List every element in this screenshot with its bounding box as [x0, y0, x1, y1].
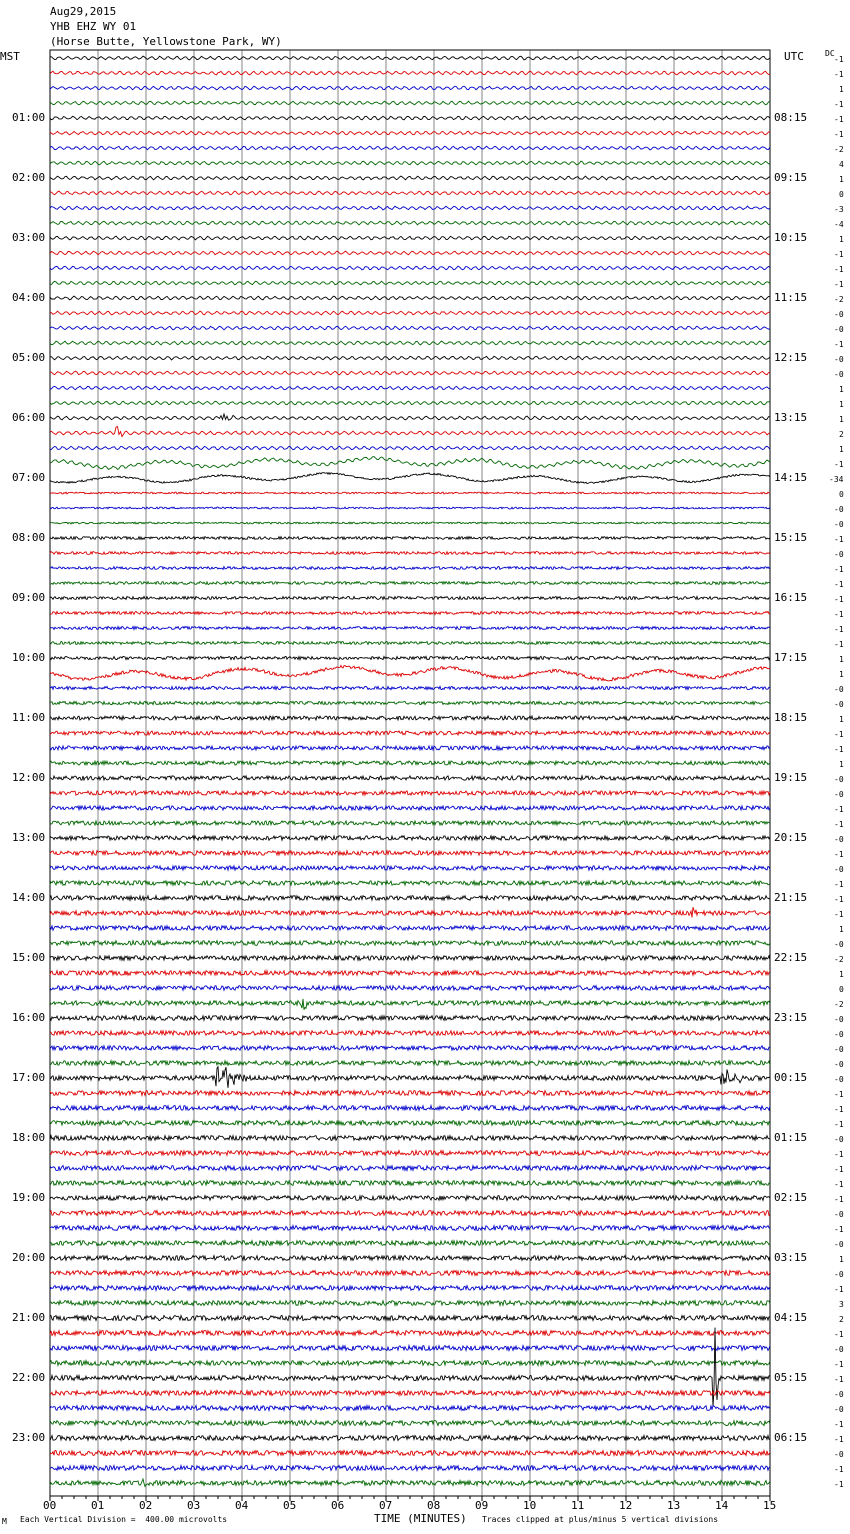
x-tick-label: 05: [283, 1499, 297, 1512]
seismic-trace: [50, 1181, 770, 1186]
dc-offset-value: 2: [839, 1315, 844, 1324]
dc-offset-value: 4: [839, 160, 844, 169]
seismic-trace: [50, 161, 770, 165]
seismic-trace: [50, 236, 770, 240]
hour-label-left: 21:00: [12, 1311, 46, 1324]
dc-offset-value: -2: [834, 295, 844, 304]
hour-label-right: 09:15: [774, 171, 808, 184]
dc-offset-value: 1: [839, 85, 844, 94]
hour-label-left: 11:00: [12, 711, 46, 724]
dc-offset-value: -1: [834, 1150, 844, 1159]
dc-offset-value: -0: [834, 1045, 844, 1054]
seismic-trace: [50, 1346, 770, 1351]
seismic-trace: [50, 642, 770, 645]
hour-label-right: 17:15: [774, 651, 808, 664]
seismic-trace: [50, 401, 770, 405]
hour-label-left: 20:00: [12, 1251, 46, 1264]
hour-label-right: 20:15: [774, 831, 808, 844]
dc-offset-value: -1: [834, 70, 844, 79]
dc-offset-value: -1: [834, 250, 844, 259]
dc-offset-value: -1: [834, 1180, 844, 1189]
dc-offset-value: -1: [834, 265, 844, 274]
hour-label-right: 19:15: [774, 771, 808, 784]
seismic-trace: [50, 761, 770, 765]
seismic-trace: [50, 1166, 770, 1171]
dc-offset-value: -1: [834, 1420, 844, 1429]
hour-label-right: 00:15: [774, 1071, 808, 1084]
dc-offset-value: 1: [839, 385, 844, 394]
hour-label-right: 04:15: [774, 1311, 808, 1324]
seismic-trace: [50, 1256, 770, 1261]
dc-offset-value: -0: [834, 355, 844, 364]
seismic-trace: [50, 427, 770, 437]
hour-label-left: 02:00: [12, 171, 46, 184]
seismic-trace: [50, 1406, 770, 1411]
dc-offset-value: -34: [829, 475, 844, 484]
dc-offset-value: -4: [834, 220, 844, 229]
dc-offset-value: -0: [834, 940, 844, 949]
dc-offset-value: -0: [834, 1450, 844, 1459]
hour-label-left: 08:00: [12, 531, 46, 544]
x-tick-label: 07: [379, 1499, 393, 1512]
hour-label-left: 01:00: [12, 111, 46, 124]
dc-offset-value: -1: [834, 730, 844, 739]
seismic-trace: [50, 1241, 770, 1246]
dc-offset-value: -0: [834, 325, 844, 334]
hour-label-right: 16:15: [774, 591, 808, 604]
x-axis: [50, 1496, 770, 1501]
dc-offset-value: -0: [834, 1075, 844, 1084]
seismic-trace: [50, 806, 770, 810]
seismic-trace: [50, 597, 770, 600]
seismic-trace: [50, 1301, 770, 1306]
x-tick-label: 09: [475, 1499, 489, 1512]
dc-offset-value: 1: [839, 760, 844, 769]
seismic-trace: [50, 686, 770, 689]
seismic-trace: [50, 522, 770, 524]
seismic-trace: [50, 656, 770, 659]
seismic-trace: [50, 612, 770, 615]
hour-label-right: 05:15: [774, 1371, 808, 1384]
dc-offset-value: -0: [834, 1030, 844, 1039]
scale-note: Each Vertical Division = 400.00 microvolts: [20, 1515, 228, 1524]
seismic-trace: [50, 1391, 770, 1396]
dc-offset-value: -3: [834, 205, 844, 214]
seismic-trace: [50, 296, 770, 300]
seismic-trace: [50, 146, 770, 150]
x-tick-label: 12: [619, 1499, 633, 1512]
dc-offset-value: -0: [834, 370, 844, 379]
seismic-trace: [50, 1479, 770, 1486]
hour-label-left: 23:00: [12, 1431, 46, 1444]
dc-offset-value: -0: [834, 520, 844, 529]
dc-offset-value: -0: [834, 1240, 844, 1249]
x-tick-label: 00: [43, 1499, 57, 1512]
x-tick-label: 03: [187, 1499, 201, 1512]
dc-offset-value: -0: [834, 1135, 844, 1144]
dc-offset-value: -1: [834, 1330, 844, 1339]
seismic-trace: [50, 776, 770, 780]
seismic-trace: [50, 731, 770, 735]
dc-offset-value: -1: [834, 340, 844, 349]
dc-offset-value: -1: [834, 910, 844, 919]
seismic-trace: [50, 1286, 770, 1291]
trace-group: [50, 56, 770, 1486]
dc-offset-value: -0: [834, 775, 844, 784]
hour-label-left: 12:00: [12, 771, 46, 784]
seismic-trace: [50, 281, 770, 285]
seismic-trace: [50, 716, 770, 720]
dc-offset-value: -1: [834, 1105, 844, 1114]
dc-offset-value: 1: [839, 175, 844, 184]
seismic-trace: [50, 131, 770, 135]
seismic-trace: [50, 1151, 770, 1156]
dc-offset-value: -2: [834, 955, 844, 964]
dc-offset-value: 1: [839, 670, 844, 679]
dc-offset-value: 1: [839, 235, 844, 244]
header-date: Aug29,2015: [50, 5, 117, 18]
seismic-trace: [50, 101, 770, 105]
x-tick-label: 14: [715, 1499, 729, 1512]
hour-label-left: 05:00: [12, 351, 46, 364]
dc-offset-value: -2: [834, 1000, 844, 1009]
x-tick-label: 04: [235, 1499, 249, 1512]
seismic-trace: [50, 791, 770, 795]
seismic-trace: [50, 1046, 770, 1051]
x-tick-label: 08: [427, 1499, 441, 1512]
seismic-trace: [50, 356, 770, 360]
seismic-trace: [50, 821, 770, 825]
seismic-trace: [50, 1226, 770, 1231]
hour-label-right: 06:15: [774, 1431, 808, 1444]
x-tick-label: 01: [91, 1499, 105, 1512]
seismic-trace: [50, 311, 770, 315]
dc-offset-value: -1: [834, 100, 844, 109]
seismic-trace: [50, 665, 770, 681]
hour-label-right: 23:15: [774, 1011, 808, 1024]
seismic-trace: [50, 371, 770, 375]
hour-label-left: 16:00: [12, 1011, 46, 1024]
dc-offset-value: -0: [834, 1390, 844, 1399]
seismic-trace: [50, 1067, 770, 1088]
hour-label-right: 11:15: [774, 291, 808, 304]
dc-offset-value: -1: [834, 535, 844, 544]
dc-offset-value: -0: [834, 685, 844, 694]
seismic-trace: [50, 221, 770, 225]
dc-offset-value: -0: [834, 505, 844, 514]
dc-offset-value: -0: [834, 865, 844, 874]
dc-offset-value: -1: [834, 1225, 844, 1234]
dc-offset-value: -0: [834, 1210, 844, 1219]
dc-offset-value: -0: [834, 790, 844, 799]
hour-label-right: 02:15: [774, 1191, 808, 1204]
dc-offset-value: -1: [834, 1435, 844, 1444]
dc-offset-value: -0: [834, 1060, 844, 1069]
hour-label-right: 21:15: [774, 891, 808, 904]
dc-offset-value: -1: [834, 745, 844, 754]
hour-label-right: 03:15: [774, 1251, 808, 1264]
hour-label-left: 04:00: [12, 291, 46, 304]
seismic-trace: [50, 881, 770, 885]
dc-offset-value: -1: [834, 580, 844, 589]
clip-note: Traces clipped at plus/minus 5 vertical divisions: [482, 1515, 719, 1524]
seismic-trace: [50, 176, 770, 180]
dc-offset-value: 0: [839, 190, 844, 199]
hour-label-left: 03:00: [12, 231, 46, 244]
seismic-trace: [50, 701, 770, 704]
dc-offset-value: -1: [834, 115, 844, 124]
hour-label-left: 17:00: [12, 1071, 46, 1084]
seismic-trace: [50, 627, 770, 630]
dc-offset-value: -1: [834, 820, 844, 829]
dc-offset-value: -1: [834, 565, 844, 574]
hour-label-left: 10:00: [12, 651, 46, 664]
dc-offset-value: 1: [839, 1255, 844, 1264]
seismic-trace: [50, 537, 770, 540]
seismic-trace: [50, 1061, 770, 1066]
dc-offset-value: 0: [839, 490, 844, 499]
seismic-trace: [50, 1016, 770, 1021]
hour-label-right: 01:15: [774, 1131, 808, 1144]
right-timezone-label: UTC: [784, 50, 804, 63]
hour-label-left: 06:00: [12, 411, 46, 424]
seismic-trace: [50, 457, 770, 470]
dc-offset-value: 3: [839, 1300, 844, 1309]
dc-offset-value: -2: [834, 145, 844, 154]
seismic-trace: [50, 907, 770, 917]
seismic-trace: [50, 492, 770, 494]
left-timezone-label: MST: [0, 50, 20, 63]
dc-offset-value: -1: [834, 130, 844, 139]
dc-offset-value: -0: [834, 1345, 844, 1354]
seismic-trace: [50, 473, 770, 484]
dc-offset-value: -0: [834, 1015, 844, 1024]
seismic-trace: [50, 507, 770, 509]
seismic-trace: [50, 1121, 770, 1126]
dc-offset-value: -1: [834, 895, 844, 904]
hour-label-left: 14:00: [12, 891, 46, 904]
seismic-trace: [50, 941, 770, 946]
hour-label-right: 22:15: [774, 951, 808, 964]
dc-label: DC: [825, 49, 835, 58]
seismic-trace: [50, 414, 770, 420]
dc-offset-value: -0: [834, 700, 844, 709]
dc-offset-value: 1: [839, 415, 844, 424]
seismic-trace: [50, 1466, 770, 1471]
dc-offset-value: 1: [839, 400, 844, 409]
dc-offset-value: 1: [839, 970, 844, 979]
dc-offset-value: 1: [839, 925, 844, 934]
hour-label-right: 13:15: [774, 411, 808, 424]
seismic-trace: [50, 836, 770, 840]
seismic-trace: [50, 851, 770, 855]
x-tick-label: 06: [331, 1499, 345, 1512]
x-tick-label: 13: [667, 1499, 681, 1512]
seismic-trace: [50, 386, 770, 390]
dc-offset-value: -0: [834, 310, 844, 319]
seismic-trace: [50, 896, 770, 901]
dc-offset-value: -1: [834, 640, 844, 649]
dc-offset-value: -1: [834, 1480, 844, 1489]
seismic-trace: [50, 71, 770, 75]
seismic-trace: [50, 56, 770, 60]
seismic-trace: [50, 552, 770, 555]
dc-offset-value: -0: [834, 1270, 844, 1279]
hour-label-right: 15:15: [774, 531, 808, 544]
corner-mark: M: [2, 1517, 7, 1526]
hour-label-left: 22:00: [12, 1371, 46, 1384]
dc-offset-value: -1: [834, 460, 844, 469]
hour-label-right: 14:15: [774, 471, 808, 484]
dc-offset-value: -1: [834, 625, 844, 634]
dc-offset-value: -1: [834, 610, 844, 619]
seismic-trace: [50, 266, 770, 270]
x-tick-label: 15: [763, 1499, 777, 1512]
dc-offset-value: -0: [834, 1405, 844, 1414]
seismic-trace: [50, 1091, 770, 1096]
header-station: YHB EHZ WY 01: [50, 20, 137, 33]
dc-offset-value: 1: [839, 715, 844, 724]
seismic-trace: [50, 116, 770, 120]
x-tick-label: 11: [571, 1499, 585, 1512]
x-tick-label: 02: [139, 1499, 153, 1512]
seismic-trace: [50, 251, 770, 255]
seismic-trace: [50, 986, 770, 991]
seismic-trace: [50, 1316, 770, 1321]
dc-offset-value: -1: [834, 1165, 844, 1174]
dc-offset-value: -1: [834, 1375, 844, 1384]
dc-offset-value: -1: [834, 805, 844, 814]
seismic-trace: [50, 1196, 770, 1201]
seismic-trace: [50, 1211, 770, 1216]
seismic-trace: [50, 1361, 770, 1366]
seismic-trace: [50, 86, 770, 90]
hour-label-left: 15:00: [12, 951, 46, 964]
dc-offset-value: 0: [839, 985, 844, 994]
seismic-trace: [50, 1031, 770, 1036]
dc-offset-value: -1: [834, 595, 844, 604]
seismic-trace: [50, 971, 770, 976]
seismic-trace: [50, 1421, 770, 1426]
seismic-trace: [50, 206, 770, 210]
seismic-trace: [50, 956, 770, 961]
dc-offset-value: -1: [834, 55, 844, 64]
dc-offset-value: -0: [834, 835, 844, 844]
dc-offset-value: 2: [839, 430, 844, 439]
dc-offset-value: -1: [834, 1195, 844, 1204]
hour-label-right: 08:15: [774, 111, 808, 124]
seismic-trace: [50, 999, 770, 1010]
dc-offset-value: -1: [834, 880, 844, 889]
dc-offset-value: -1: [834, 280, 844, 289]
dc-offset-value: -1: [834, 1090, 844, 1099]
hour-label-left: 19:00: [12, 1191, 46, 1204]
seismic-trace: [50, 1271, 770, 1276]
seismic-trace: [50, 1136, 770, 1141]
dc-offset-value: -1: [834, 1120, 844, 1129]
x-tick-label: 10: [523, 1499, 537, 1512]
seismic-trace: [50, 341, 770, 345]
seismic-trace: [50, 567, 770, 570]
hour-label-left: 13:00: [12, 831, 46, 844]
dc-offset-value: 1: [839, 655, 844, 664]
seismic-trace: [50, 582, 770, 585]
seismic-trace: [50, 1436, 770, 1441]
seismic-trace: [50, 446, 770, 450]
dc-offset-value: -1: [834, 1465, 844, 1474]
seismic-trace: [50, 326, 770, 330]
dc-offset-value: -0: [834, 550, 844, 559]
hour-label-right: 12:15: [774, 351, 808, 364]
x-axis-title: TIME (MINUTES): [374, 1512, 467, 1525]
hour-label-left: 07:00: [12, 471, 46, 484]
hour-label-right: 18:15: [774, 711, 808, 724]
dc-offset-value: -1: [834, 850, 844, 859]
hour-label-right: 10:15: [774, 231, 808, 244]
seismic-trace: [50, 1106, 770, 1111]
hour-label-left: 18:00: [12, 1131, 46, 1144]
seismic-trace: [50, 191, 770, 195]
seismic-trace: [50, 746, 770, 750]
seismic-trace: [50, 926, 770, 931]
seismic-trace: [50, 1451, 770, 1456]
hour-label-left: 09:00: [12, 591, 46, 604]
dc-offset-value: -1: [834, 1285, 844, 1294]
seismic-trace: [50, 1331, 770, 1336]
dc-offset-value: -1: [834, 1360, 844, 1369]
header-location: (Horse Butte, Yellowstone Park, WY): [50, 35, 282, 48]
dc-offset-value: 1: [839, 445, 844, 454]
seismic-trace: [50, 866, 770, 870]
